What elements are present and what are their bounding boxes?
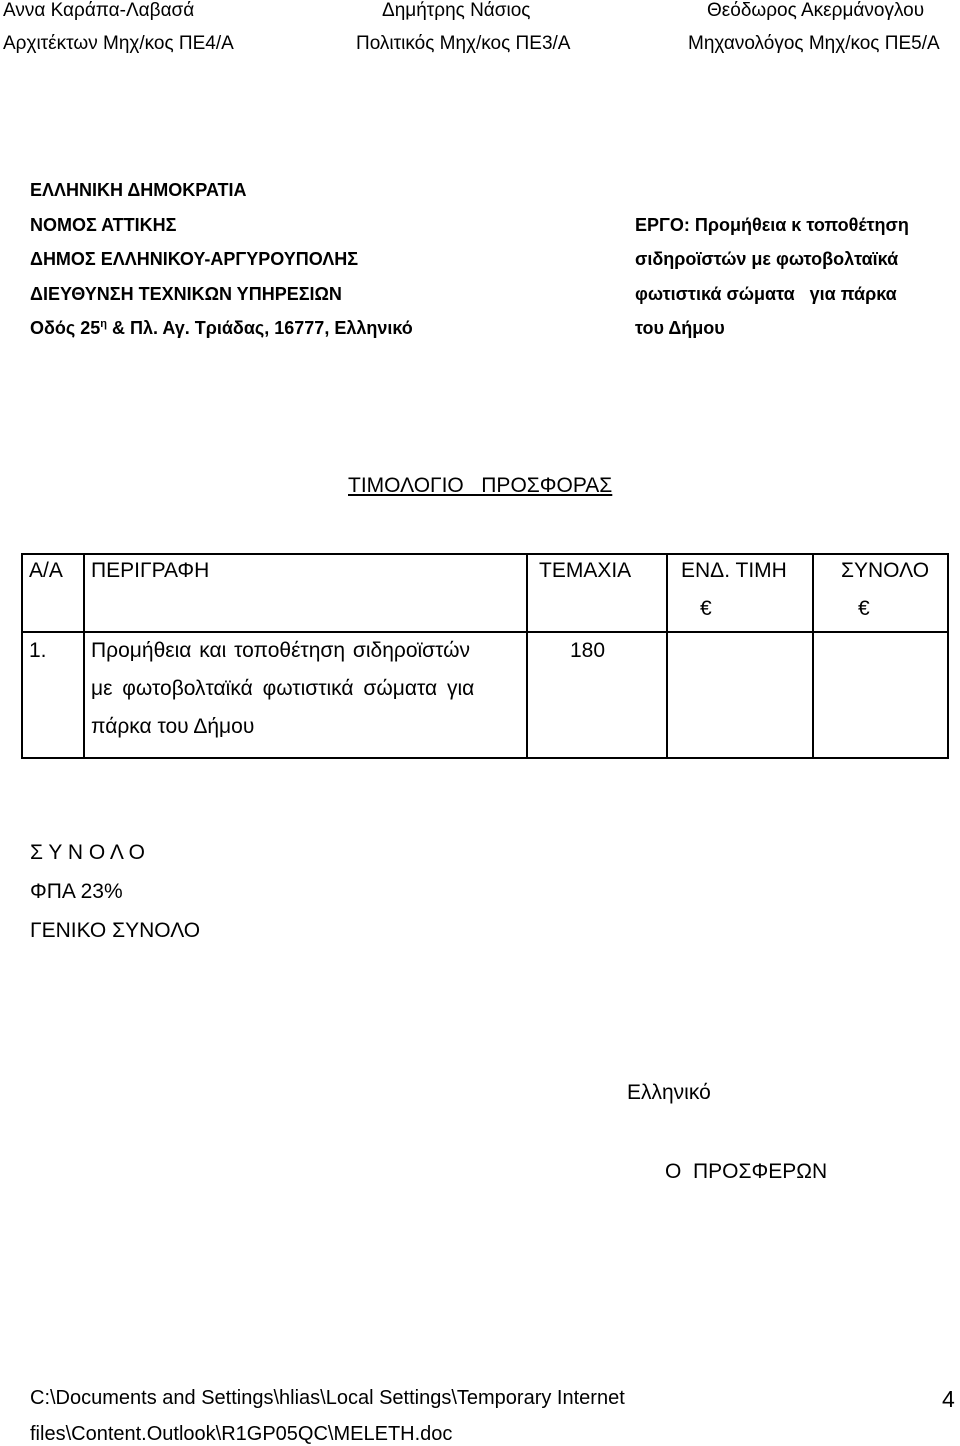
header-cell-unit-price bbox=[667, 554, 813, 632]
row-cell-total bbox=[813, 632, 948, 758]
row-description-line-3: πάρκα του Δήμου bbox=[91, 715, 255, 738]
project-line-4: του Δήμου bbox=[635, 318, 725, 338]
row-cell-unit-price bbox=[667, 632, 813, 758]
authority-line-3: ΔΗΜΟΣ ΕΛΛΗΝΙΚΟΥ-ΑΡΓΥΡΟΥΠΟΛΗΣ bbox=[30, 249, 359, 269]
table-row bbox=[22, 632, 948, 758]
header-cell-aa bbox=[22, 554, 84, 632]
footer-path-line-1: C:\Documents and Settings\hlias\Local Settings\Temporary Internet bbox=[30, 1387, 625, 1409]
footer-path-line-2: files\Content.Outlook\R1GP05QC\MELETH.doc bbox=[30, 1423, 453, 1445]
table-header-row bbox=[22, 554, 948, 632]
header-left-name: Αννα Καράπα-Λαβασά bbox=[3, 0, 195, 21]
header-center-name: Δημήτρης Νάσιος bbox=[382, 0, 531, 21]
page-number: 4 bbox=[942, 1386, 955, 1412]
project-line-3: φωτιστικά σώματα για πάρκα bbox=[635, 284, 897, 304]
address-prefix: Οδός 25 bbox=[30, 318, 101, 338]
row-quantity: 180 bbox=[570, 639, 606, 662]
unit-price-euro-icon: € bbox=[700, 597, 712, 620]
address-superscript: η bbox=[100, 318, 108, 330]
total-euro-icon: € bbox=[858, 597, 870, 620]
header-left-title: Αρχιτέκτων Μηχ/κος ΠΕ4/Α bbox=[3, 33, 234, 54]
signature-bidder: Ο ΠΡΟΣΦΕΡΩΝ bbox=[665, 1160, 828, 1183]
header-cell-description bbox=[84, 554, 527, 632]
header-description: ΠΕΡΙΓΡΑΦΗ bbox=[91, 559, 210, 582]
address-suffix: & Πλ. Αγ. Τριάδας, 16777, Ελληνικό bbox=[107, 318, 413, 338]
header-right-name: Θεόδωρος Ακερμάνογλου bbox=[707, 0, 925, 21]
offer-table bbox=[21, 553, 949, 759]
header-unit-price: ΕΝΔ. ΤΙΜΗ bbox=[681, 559, 787, 582]
grand-total-label: ΓΕΝΙΚΟ ΣΥΝΟΛΟ bbox=[30, 919, 201, 942]
row-cell-description bbox=[84, 632, 527, 758]
sum-label: Σ Υ Ν Ο Λ Ο bbox=[30, 841, 145, 864]
document-title: ΤΙΜΟΛΟΓΙΟ ΠΡΟΣΦΟΡΑΣ bbox=[348, 474, 613, 497]
header-aa: Α/Α bbox=[29, 559, 63, 582]
authority-address bbox=[30, 318, 413, 339]
header-right-title: Μηχανολόγος Μηχ/κος ΠΕ5/Α bbox=[688, 33, 940, 54]
signature-place: Ελληνικό bbox=[627, 1081, 711, 1104]
project-line-1: ΕΡΓΟ: Προμήθεια κ τοποθέτηση bbox=[635, 215, 909, 235]
row-description-line-1: Προμήθεια και τοποθέτηση σιδηροϊστών bbox=[91, 639, 471, 662]
authority-line-4: ΔΙΕΥΘΥΝΣΗ ΤΕΧΝΙΚΩΝ ΥΠΗΡΕΣΙΩΝ bbox=[30, 284, 342, 304]
header-center-title: Πολιτικός Μηχ/κος ΠΕ3/Α bbox=[356, 33, 571, 54]
header-total: ΣΥΝΟΛΟ bbox=[841, 559, 930, 582]
row-cell-aa bbox=[22, 632, 84, 758]
project-line-2: σιδηροϊστών με φωτοβολταϊκά bbox=[635, 249, 899, 269]
header-quantity: ΤΕΜΑΧΙΑ bbox=[539, 559, 632, 582]
authority-line-1: ΕΛΛΗΝΙΚΗ ΔΗΜΟΚΡΑΤΙΑ bbox=[30, 180, 247, 200]
authority-line-2: ΝΟΜΟΣ ΑΤΤΙΚΗΣ bbox=[30, 215, 177, 235]
row-aa: 1. bbox=[29, 639, 47, 662]
header-cell-total bbox=[813, 554, 948, 632]
header-cell-quantity bbox=[527, 554, 667, 632]
vat-label: ΦΠΑ 23% bbox=[30, 880, 123, 903]
row-description-line-2: με φωτοβολταϊκά φωτιστικά σώματα για bbox=[91, 677, 475, 700]
row-cell-quantity bbox=[527, 632, 667, 758]
